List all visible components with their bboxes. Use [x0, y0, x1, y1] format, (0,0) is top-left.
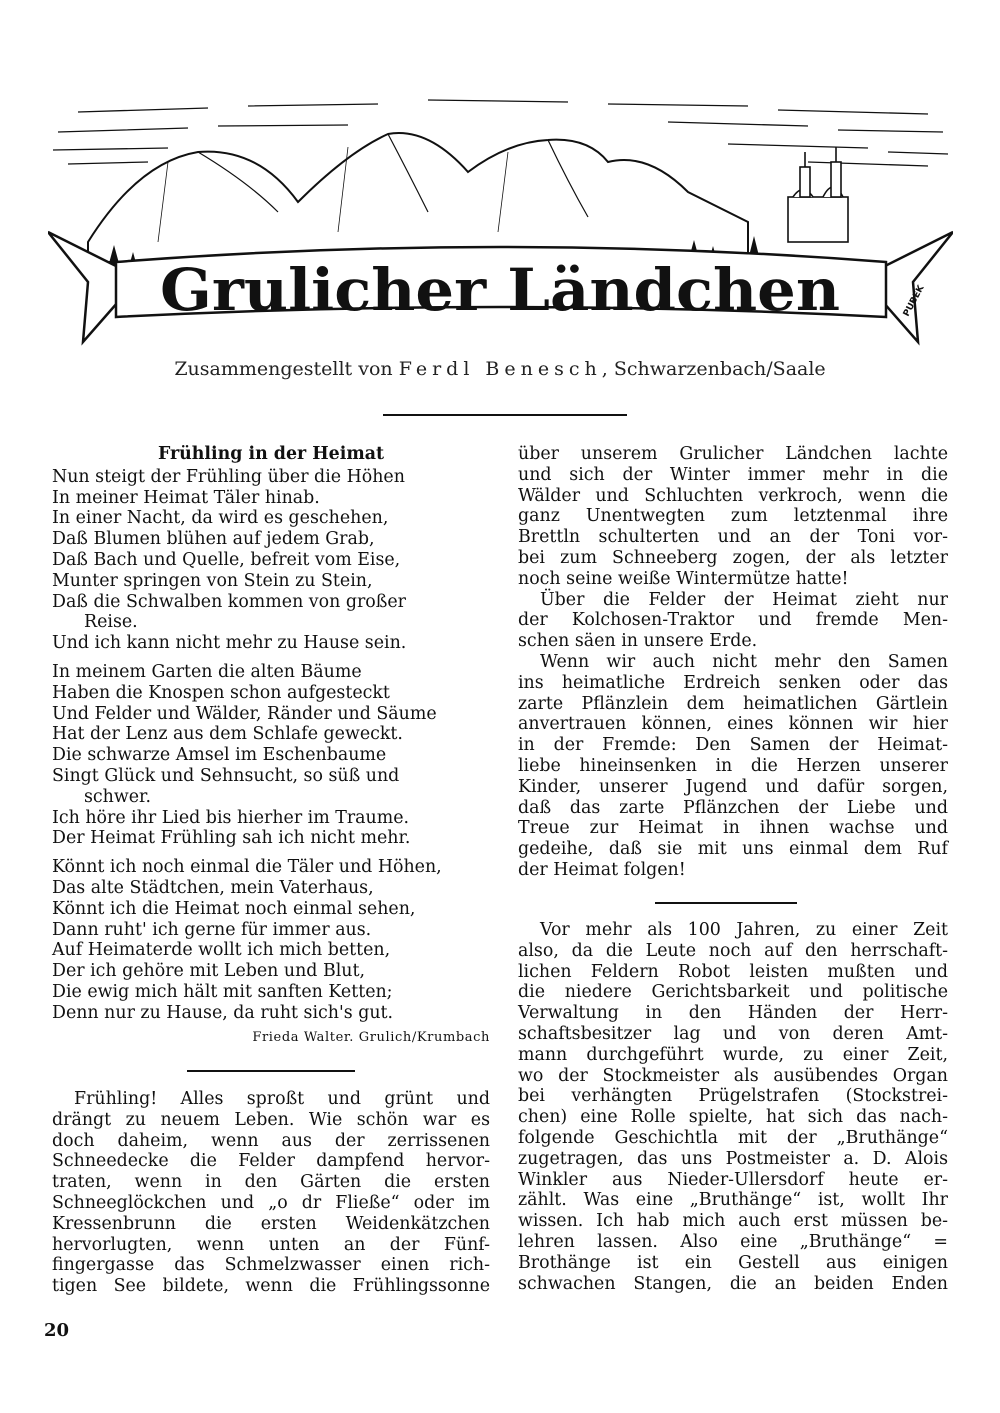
prose-line: drängt zu neuem Leben. Wie schön war es: [52, 1109, 490, 1130]
poem-line: Das alte Städtchen, mein Vaterhaus,: [52, 877, 374, 898]
poem-line: In meinem Garten die alten Bäume: [52, 661, 362, 682]
poem-stanza: [52, 662, 490, 849]
poem-line: schwer.: [84, 786, 151, 807]
right-prose-story: [518, 920, 948, 1294]
prose-line: in der Fremde: Den Samen der Heimat-: [518, 735, 948, 756]
prose-line: Brettln schulterten und an der Toni vor-: [518, 527, 948, 548]
poem-line: In einer Nacht, da wird es geschehen,: [52, 508, 389, 529]
subtitle: Zusammengestellt von Ferdl Benesch, Schwarzenbach/Saale: [174, 358, 826, 380]
poem-line: Nun steigt der Frühling über die Höhen: [52, 466, 405, 487]
prose-line: mann durchgeführt wurde, zu einer Zeit,: [518, 1044, 948, 1065]
prose-line: Treue zur Heimat in ihnen wachse und: [518, 818, 948, 839]
prose-line: folgende Geschichtla mit der „Bruthänge“: [518, 1127, 948, 1148]
poem-line: Haben die Knospen schon aufgesteckt: [52, 682, 390, 703]
prose-line: bei verhängten Prügelstrafen (Stockstrei-: [518, 1086, 948, 1107]
poem-title: Frühling in der Heimat: [157, 444, 385, 464]
prose-line: tigen See bildete, wenn die Frühlingssonne: [52, 1276, 490, 1297]
prose-line: zugetragen, das uns Postmeister a. D. Alois: [518, 1148, 948, 1169]
prose-line: Verwaltung in den Händen der Herr-: [518, 1003, 948, 1024]
prose-line: Winkler aus Nieder-Ullersdorf heute er-: [518, 1169, 948, 1190]
prose-line: fingergasse das Schmelzwasser einen rich-: [52, 1255, 490, 1276]
prose-line: über unserem Grulicher Ländchen lachte: [518, 444, 948, 464]
poem-line: Auf Heimaterde wollt ich mich betten,: [52, 940, 391, 961]
title-divider: [383, 414, 627, 416]
prose-line: Schneeglöckchen und „o dr Fließe“ oder im: [52, 1192, 490, 1213]
right-column: [518, 444, 948, 881]
prose-line: ganz Unentwegten zum letztenmal ihre: [518, 506, 948, 527]
poem-line: Könnt ich die Heimat noch einmal sehen,: [52, 898, 416, 919]
banner-title: Grulicher Ländchen: [160, 256, 841, 324]
poem-line: Daß die Schwalben kommen von großer: [52, 591, 406, 612]
prose-line: Schneedecke die Felder dampfend hervor-: [52, 1151, 490, 1172]
poem-stanza: [52, 857, 490, 1023]
prose-line: Kinder, unserer Jugend und dafür sorgen,: [518, 776, 948, 797]
poem-line: Der Heimat Frühling sah ich nicht mehr.: [52, 828, 411, 849]
prose-line: traten, wenn in den Gärten die ersten: [52, 1172, 490, 1193]
prose-line: Frühling! Alles sproßt und grünt und: [74, 1089, 490, 1109]
prose-line: lehren lassen. Also eine „Bruthänge“ =: [518, 1231, 948, 1252]
prose-line: ins heimatliche Erdreich senken oder das: [518, 672, 948, 693]
poem-line: Daß Bach und Quelle, befreit vom Eise,: [52, 549, 401, 570]
artist-signature: PUBEK: [901, 283, 927, 319]
prose-line: Über die Felder der Heimat zieht nur: [540, 589, 948, 610]
prose-line: schaftsbesitzer lag und von deren Amt-: [518, 1023, 948, 1044]
prose-line: lichen Feldern Robot leisten mußten und: [518, 961, 948, 982]
prose-line: daß das zarte Pflänzchen der Liebe und: [518, 797, 948, 818]
poem-line: Ich höre ihr Lied bis hierher im Traume.: [52, 807, 410, 828]
poem-line: Könnt ich noch einmal die Täler und Höhen,: [52, 857, 442, 878]
poem-line: Singt Glück und Sehnsucht, so süß und: [52, 765, 400, 786]
poem-line: Munter springen von Stein zu Stein,: [52, 570, 373, 591]
poem-line: Dann ruht' ich gerne für immer aus.: [52, 919, 372, 940]
prose-line: Brothänge ist ein Gestell aus einigen: [518, 1252, 948, 1273]
poem-stanza: [52, 467, 490, 654]
prose-line: Vor mehr als 100 Jahren, zu einer Zeit: [540, 920, 948, 940]
prose-line: zählt. Was eine „Bruthänge“ ist, wollt Ihr: [518, 1190, 948, 1211]
prose-line: der Heimat folgen!: [518, 859, 686, 880]
prose-line: schwachen Stangen, die an beiden Enden: [518, 1273, 948, 1294]
prose-line: Kressenbrunn die ersten Weidenkätzchen: [52, 1213, 490, 1234]
prose-line: wo der Stockmeister als ausübendes Organ: [518, 1065, 948, 1086]
poem-line: Denn nur zu Hause, da ruht sich's gut.: [52, 1002, 394, 1023]
prose-line: der Kolchosen-Traktor und fremde Men-: [518, 610, 948, 631]
prose-line: die niedere Gerichtsbarkeit und politische: [518, 982, 948, 1003]
left-column: [52, 444, 490, 1048]
poem-line: Reise.: [84, 612, 138, 633]
prose-line: also, da die Leute noch auf den herrschaft-: [518, 940, 948, 961]
church: [788, 147, 848, 242]
poem-line: Die schwarze Amsel im Eschenbaume: [52, 745, 387, 766]
prose-line: Wenn wir auch nicht mehr den Samen: [540, 651, 948, 672]
prose-line: Wälder und Schluchten verkroch, wenn die: [518, 485, 948, 506]
left-prose: [52, 1089, 490, 1297]
poem-line: Daß Blumen blühen auf jedem Grab,: [52, 529, 375, 550]
prose-line: schen säen in unsere Erde.: [518, 631, 758, 652]
prose-line: bei zum Schneeberg zogen, der als letzter: [518, 547, 948, 568]
author-name: Ferdl Benesch: [398, 358, 602, 380]
poem-line: Und Felder und Wälder, Ränder und Säume: [52, 703, 437, 724]
poem-line: Hat der Lenz aus dem Schlafe geweckt.: [52, 724, 403, 745]
prose-line: noch seine weiße Wintermütze hatte!: [518, 568, 849, 589]
poem-line: Und ich kann nicht mehr zu Hause sein.: [52, 633, 407, 654]
poem-line: In meiner Heimat Täler hinab.: [52, 487, 320, 508]
prose-line: und sich der Winter immer mehr in die: [518, 464, 948, 485]
page-number: 20: [44, 1320, 70, 1341]
prose-line: anvertrauen können, eines können wir hier: [518, 714, 948, 735]
poem-signature: Frieda Walter. Grulich/Krumbach: [252, 1029, 490, 1045]
prose-line: liebe hineinsenken in die Herzen unserer: [518, 755, 948, 776]
right-divider: [655, 902, 797, 904]
prose-line: chen) eine Rolle spielte, hat sich das nach-: [518, 1107, 948, 1128]
poem-line: Der ich gehöre mit Leben und Blut,: [52, 961, 366, 982]
prose-line: hervorlugten, wenn unten an der Fünf-: [52, 1234, 490, 1255]
prose-line: wissen. Ich hab mich auch erst müssen be-: [518, 1211, 948, 1232]
poem-line: Die ewig mich hält mit sanften Ketten;: [52, 981, 393, 1002]
mountains: [88, 133, 748, 262]
prose-line: gedeihe, daß sie mit uns einmal dem Ruf: [518, 839, 948, 860]
prose-line: doch daheim, wenn aus der zerrissenen: [52, 1130, 490, 1151]
left-divider: [187, 1070, 355, 1072]
header-illustration: [48, 92, 953, 347]
prose-line: zarte Pflänzlein dem heimatlichen Gärtlein: [518, 693, 948, 714]
